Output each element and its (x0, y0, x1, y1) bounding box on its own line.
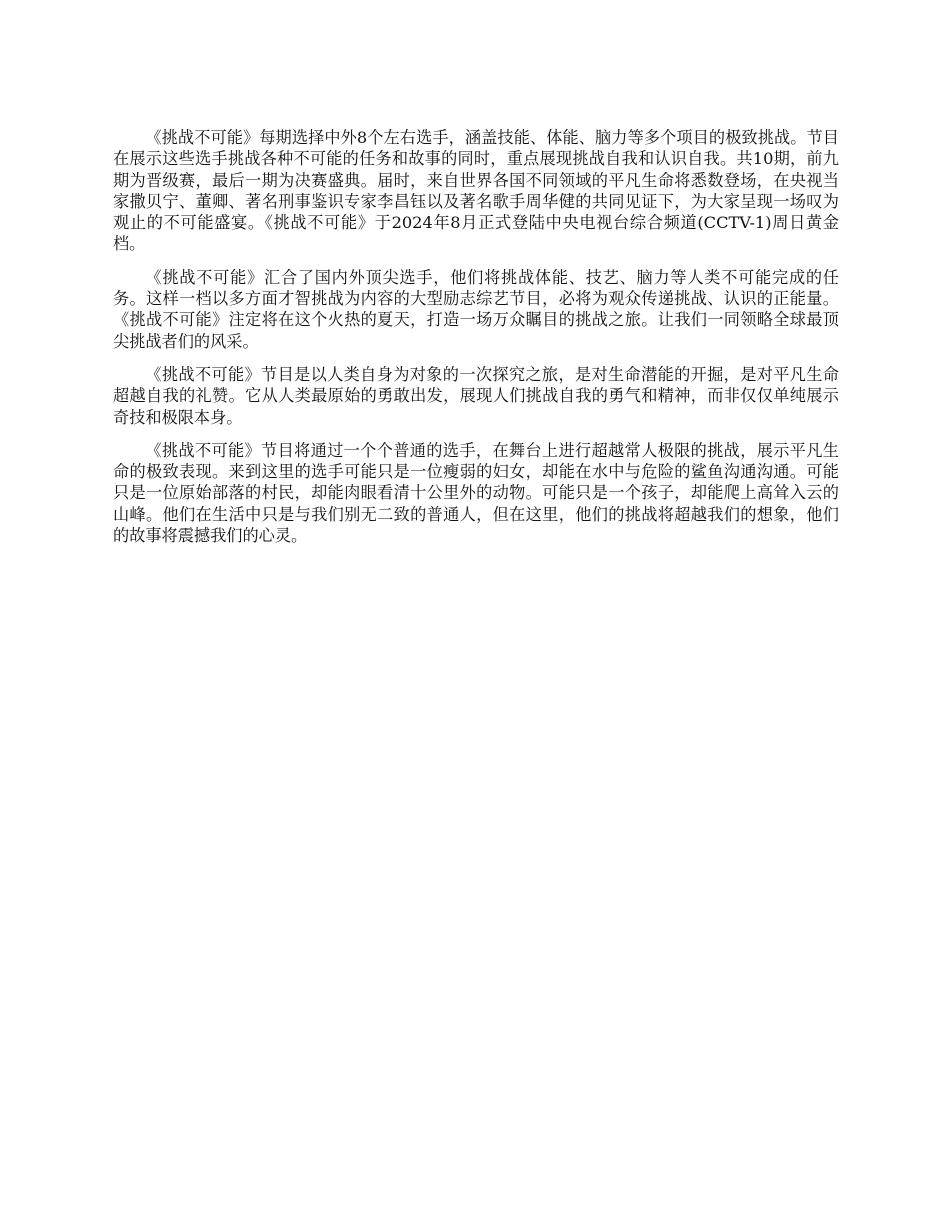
paragraph-3: 《挑战不可能》节目是以人类自身为对象的一次探究之旅，是对生命潜能的开掘，是对平凡生命超越自我的礼赞。它从人类最原始的勇敢出发，展现人们挑战自我的勇气和精神，而非仅仅单纯展示奇技和极限本身。 (113, 364, 839, 427)
paragraph-1: 《挑战不可能》每期选择中外8个左右选手，涵盖技能、体能、脑力等多个项目的极致挑战。节目在展示这些选手挑战各种不可能的任务和故事的同时，重点展现挑战自我和认识自我。共10期，前九期为晋级赛，最后一期为决赛盛典。届时，来自世界各国不同领域的平凡生命将悉数登场，在央视当家撒贝宁、董卿、著名刑事鉴识专家李昌钰以及著名歌手周华健的共同见证下，为大家呈现一场叹为观止的不可能盛宴。《挑战不可能》于2024年8月正式登陆中央电视台综合频道(CCTV-1)周日黄金档。 (113, 128, 839, 254)
document-body (113, 127, 839, 558)
paragraph-2: 《挑战不可能》汇合了国内外顶尖选手，他们将挑战体能、技艺、脑力等人类不可能完成的任务。这样一档以多方面才智挑战为内容的大型励志综艺节目，必将为观众传递挑战、认识的正能量。《挑战不可能》注定将在这个火热的夏天，打造一场万众瞩目的挑战之旅。让我们一同领略全球最顶尖挑战者们的风采。 (113, 267, 839, 351)
paragraph-4: 《挑战不可能》节目将通过一个个普通的选手，在舞台上进行超越常人极限的挑战，展示平凡生命的极致表现。来到这里的选手可能只是一位瘦弱的妇女，却能在水中与危险的鲨鱼沟通沟通。可能只是一位原始部落的村民，却能肉眼看清十公里外的动物。可能只是一个孩子，却能爬上高耸入云的山峰。他们在生活中只是与我们别无二致的普通人，但在这里，他们的挑战将超越我们的想象，他们的故事将震撼我们的心灵。 (113, 440, 839, 546)
